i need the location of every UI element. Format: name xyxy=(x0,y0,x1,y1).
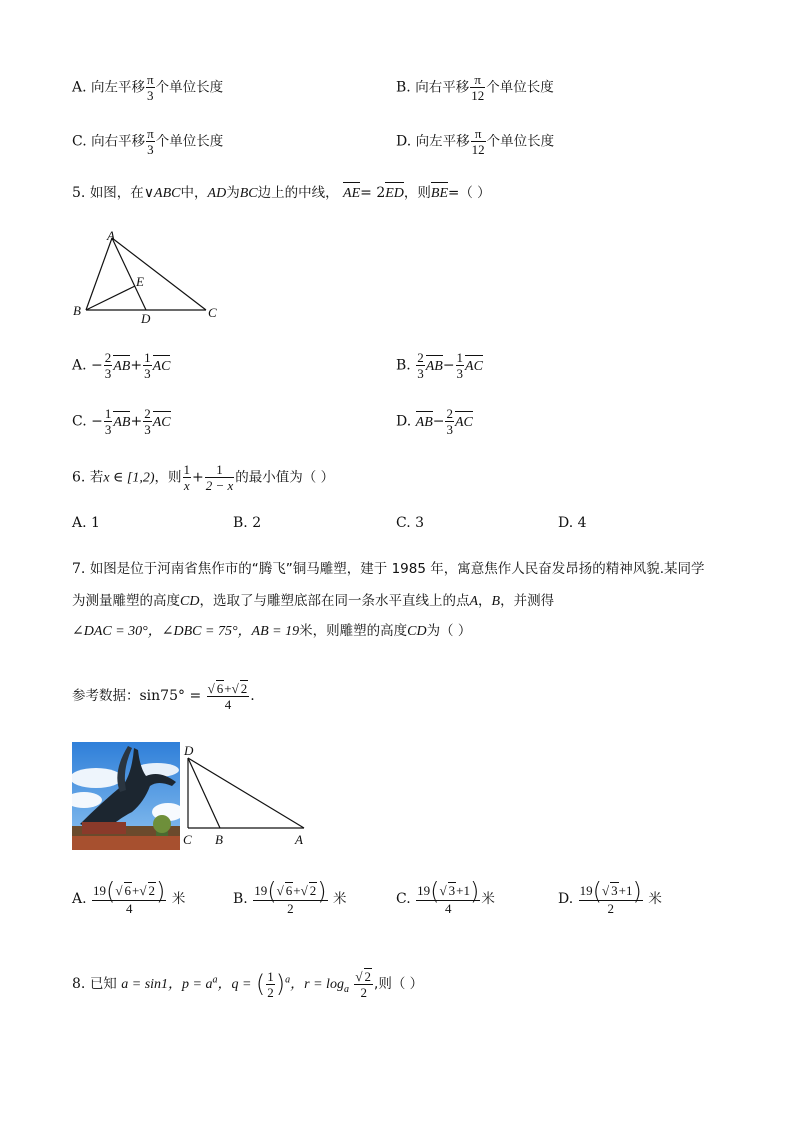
q4-option-a: A. 向左平移 $\frac{\pi}{3}$ 个单位长度 xyxy=(72,72,224,103)
q4-option-b: B. 向右平移 $\frac{\pi}{12}$ 个单位长度 xyxy=(396,72,554,103)
label-b: B xyxy=(73,303,81,318)
side-ac xyxy=(112,238,206,310)
q5-option-b: B. $\frac{2}{3}$ AB− $\frac{1}{3}$ AC xyxy=(396,350,483,381)
segment-db xyxy=(188,758,220,828)
q7-reference-data: 参考数据：sin75° = $\frac{√ 6+√ 2}{4}$ . xyxy=(72,681,255,712)
label-d: D xyxy=(141,311,151,326)
q8-stem: 8. 已知 a = sin1，$p = a^a$，q = ( $\frac{1}{2}$ )$^a$，$r = \log_a$ $\frac{√ 2}{2}$ ,则（ ） xyxy=(72,968,424,1000)
sculpture-photo xyxy=(72,742,180,850)
label-e: E xyxy=(136,274,144,289)
q5-option-c: C. − $\frac{1}{3}$ AB+ $\frac{2}{3}$ AC xyxy=(72,406,171,437)
q4-option-c: C. 向右平移 $\frac{\pi}{3}$ 个单位长度 xyxy=(72,126,224,157)
label-c: C xyxy=(183,832,192,847)
q5-option-d: D. AB− $\frac{2}{3}$ AC xyxy=(396,406,473,437)
q7-triangle-figure xyxy=(180,742,310,854)
label-a: A xyxy=(107,228,115,243)
q5-triangle-figure xyxy=(68,226,228,326)
q7-option-d: D. $\frac{19(√ 3+1)}{2}$ 米 xyxy=(558,877,662,916)
q6-option-a: A. 1 xyxy=(72,515,100,531)
q5-option-a: A. − $\frac{2}{3}$ AB+ $\frac{1}{3}$ AC xyxy=(72,350,171,381)
q7-stem-line2: 为测量雕塑的高度CD，选取了与雕塑底部在同一条水平直线上的点A，B，并测得 xyxy=(72,593,555,609)
label-c: C xyxy=(208,305,217,320)
q7-option-a: A. $\frac{19(√ 6+√ 2)}{4}$ 米 xyxy=(72,877,186,916)
q6-option-d: D. 4 xyxy=(558,515,587,531)
q7-option-c: C. $\frac{19(√ 3+1)}{4}$ 米 xyxy=(396,877,495,916)
q4-option-d: D. 向左平移 $\frac{\pi}{12}$ 个单位长度 xyxy=(396,126,555,157)
q5-stem: 5. 如图，在∨ABC中，AD为BC边上的中线， AE= 2ED，则BE=（ ） xyxy=(72,185,491,201)
q6-stem: 6. 若x ∈ [1,2)，则 $\frac{1}{x}$ + $\frac{1}{2 - x}$ 的最小值为（ ） xyxy=(72,462,335,493)
q7-stem-line3: ∠DAC = 30°，∠DBC = 75°，AB = 19米，则雕塑的高度CD为（ ） xyxy=(72,623,472,639)
q6-option-c: C. 3 xyxy=(396,515,425,531)
q7-option-b: B. $\frac{19(√ 6+√ 2)}{2}$ 米 xyxy=(233,877,347,916)
label-d: D xyxy=(184,743,194,758)
segment-da xyxy=(188,758,304,828)
q6-option-b: B. 2 xyxy=(233,515,262,531)
label-b: B xyxy=(215,832,223,847)
q7-stem-line1: 7. 如图是位于河南省焦作市的“腾飞”铜马雕塑，建于 1985 年，寓意焦作人民奋发昂扬的精神风貌.某同学 xyxy=(72,561,705,577)
label-a: A xyxy=(295,832,303,847)
